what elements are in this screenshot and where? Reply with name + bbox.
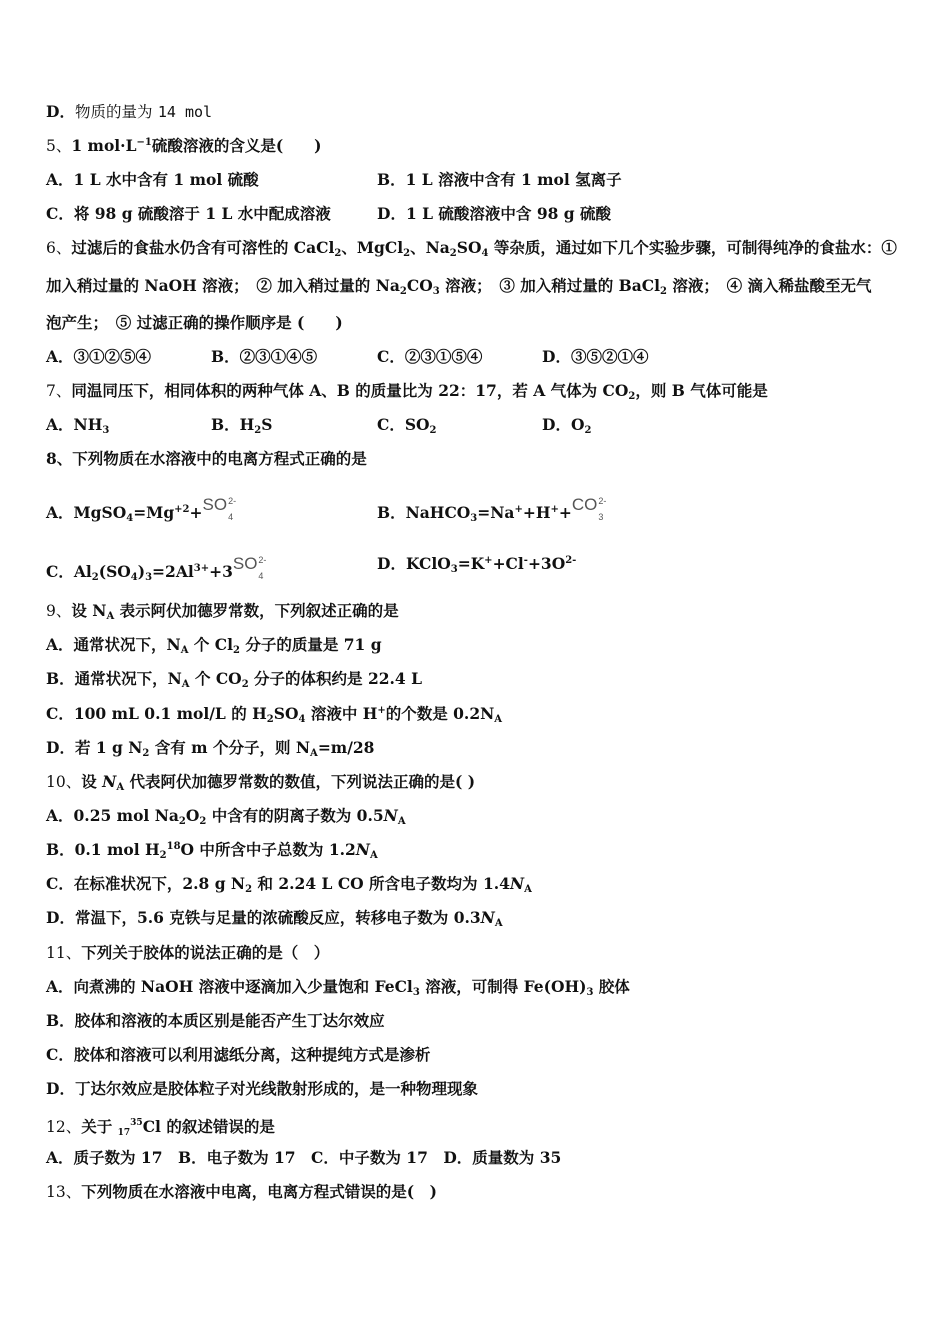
sulfate-ion: SO 2- 4 <box>202 495 237 522</box>
question-6-line-2: 加入稍过量的 NaOH 溶液； ② 加入稍过量的 $Na_2CO_3$ 溶液； ③ 加入稍过量的 BaCl$_2$ 溶液； ④ 滴入稀盐酸至无气 <box>46 276 872 297</box>
q7-option-c: C．$SO_2$ <box>377 415 437 436</box>
q9-option-d: D．若 1 g $N_2$ 含有 m 个分子，则 $N_A=m/28$ <box>46 738 375 759</box>
q5-option-a: A．1 L 水中含有 1 mol 硫酸 <box>46 170 259 189</box>
q8-option-c: C．$Al_2(SO_4)_3=2Al^{3+}+3SO$ 2- 4 <box>46 554 267 583</box>
question-6-line-1: 6、过滤后的食盐水仍含有可溶性的 CaCl$_2$、MgCl$_2$、$Na_2SO_4$ 等杂质，通过如下几个实验步骤，可制得纯净的食盐水：① <box>46 238 897 259</box>
q8-option-b: B．NaHCO$_3$=Na++H++CO 2- 3 <box>377 495 607 524</box>
question-13: 13、下列物质在水溶液中电离，电离方程式错误的是( ) <box>46 1182 437 1201</box>
question-8: 8、下列物质在水溶液中的电离方程式正确的是 <box>46 449 367 468</box>
q5-option-d: D．1 L 硫酸溶液中含 98 g 硫酸 <box>377 204 612 223</box>
q7-option-d: D．$O_2$ <box>542 415 592 436</box>
q6-option-a: A．③①②⑤④ <box>46 347 152 366</box>
q9-option-c: C．100 mL 0.1 mol/L 的 $H_2SO_4$ 溶液中 H+的个数是 $0.2N_A$ <box>46 704 503 725</box>
question-9: 9、设 $N_A$ 表示阿伏加德罗常数，下列叙述正确的是 <box>46 601 399 622</box>
carbonate-ion: CO 2- 3 <box>571 495 607 522</box>
question-5: 5、1 $mol\cdot L^{-1}$硫酸溶液的含义是( ) <box>46 136 322 155</box>
q10-option-b: B．0.1 mol $H_2^{18}O$ 中所含中子总数为 $1.2N_A$ <box>46 840 378 861</box>
q5-option-b: B．1 L 溶液中含有 1 mol 氢离子 <box>377 170 622 189</box>
question-12: 12、关于 $17^{35}Cl$ 的叙述错误的是 <box>46 1117 275 1138</box>
q10-option-d: D．常温下，5.6 克铁与足量的浓硫酸反应，转移电子数为 $0.3N_A$ <box>46 908 503 929</box>
q10-option-c: C．在标准状况下，2.8 g $N_2$ 和 2.24 L CO 所含电子数均为 $1.4N_A$ <box>46 874 532 895</box>
q5-option-c: C．将 98 g 硫酸溶于 1 L 水中配成溶液 <box>46 204 331 223</box>
q6-option-d: D．③⑤②①④ <box>542 347 649 366</box>
q7-option-a: A．$NH_3$ <box>46 415 110 436</box>
question-7: 7、同温同压下，相同体积的两种气体 A、B 的质量比为 22：17，若 A 气体为 $CO_2$，则 B 气体可能是 <box>46 381 768 402</box>
q11-option-b: B．胶体和溶液的本质区别是能否产生丁达尔效应 <box>46 1011 385 1030</box>
q9-option-a: A．通常状况下，$N_A$ 个 $Cl_2$ 分子的质量是 71 g <box>46 635 382 656</box>
question-11: 11、下列关于胶体的说法正确的是（ ） <box>46 943 330 962</box>
q11-option-d: D．丁达尔效应是胶体粒子对光线散射形成的，是一种物理现象 <box>46 1079 478 1098</box>
q11-option-c: C．胶体和溶液可以利用滤纸分离，这种提纯方式是渗析 <box>46 1045 431 1064</box>
prev-option-d: D．物质的量为 14 mol <box>46 102 213 121</box>
question-10: 10、设 $N_A$ 代表阿伏加德罗常数的数值，下列说法正确的是( ) <box>46 772 476 793</box>
q7-option-b: B．$H_2S$ <box>211 415 273 436</box>
q12-options: A．质子数为 17 B．电子数为 17 C．中子数为 17 D．质量数为 35 <box>46 1148 562 1167</box>
sulfate-ion: SO 2- 4 <box>232 554 267 581</box>
q8-option-a: A．$MgSO_4=Mg^{+2}+SO$ 2- 4 <box>46 495 237 524</box>
q8-option-d: D．$KClO_3=K^++Cl^-+3O^{2-}$ <box>377 554 577 575</box>
q9-option-b: B．通常状况下，$N_A$ 个 $CO_2$ 分子的体积约是 22.4 L <box>46 669 422 690</box>
q11-option-a: A．向煮沸的 NaOH 溶液中逐滴加入少量饱和 FeCl$_3$ 溶液，可制得 $Fe(OH)_3$ 胶体 <box>46 977 630 998</box>
q6-option-c: C．②③①⑤④ <box>377 347 483 366</box>
q6-option-b: B．②③①④⑤ <box>211 347 318 366</box>
q10-option-a: A．0.25 mol $Na_2O_2$ 中含有的阴离子数为 $0.5N_A$ <box>46 806 406 827</box>
question-6-line-3: 泡产生； ⑤ 过滤正确的操作顺序是 ( ) <box>46 313 343 332</box>
